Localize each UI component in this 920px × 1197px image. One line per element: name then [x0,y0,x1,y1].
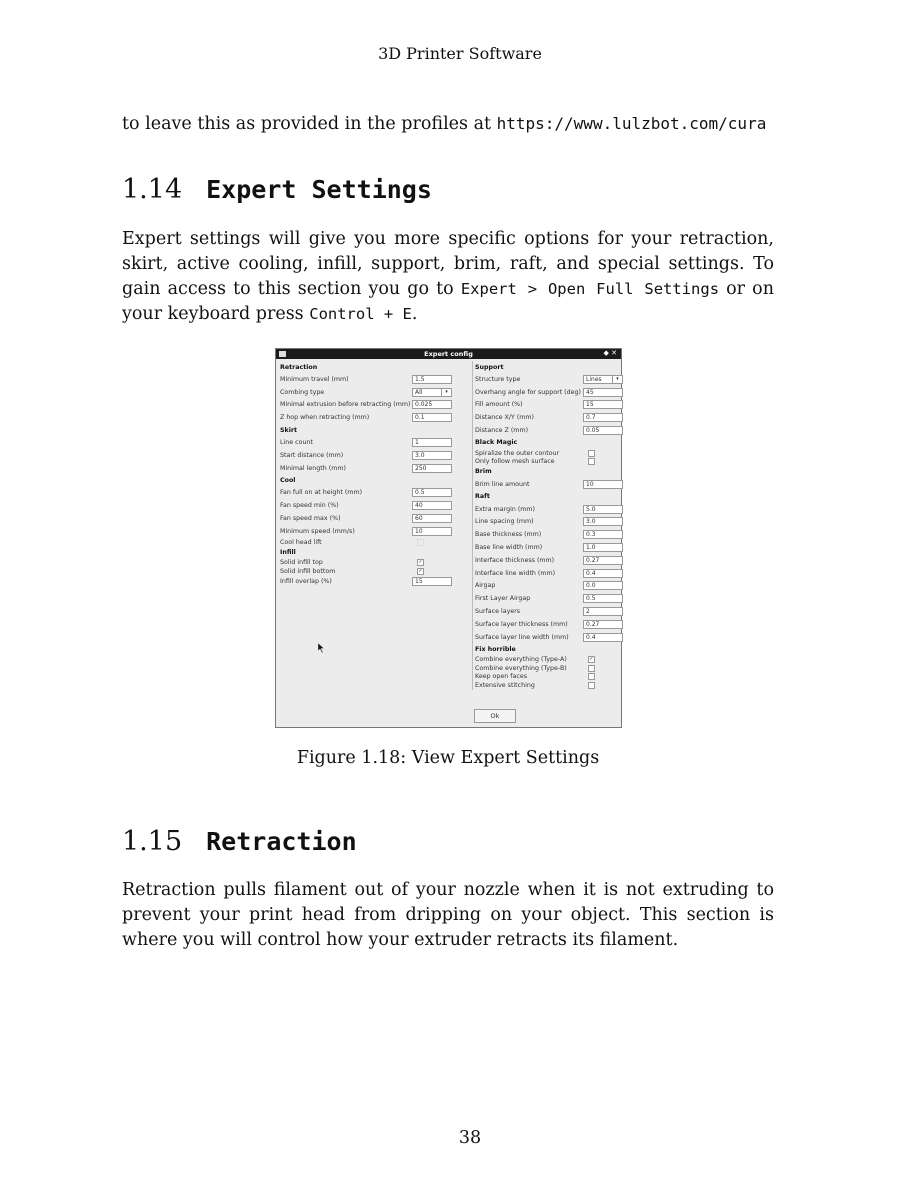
setting-row: Distance X/Y (mm) 0.7 [475,411,623,424]
setting-row: Infill overlap (%) 15 [280,575,452,588]
window-controls[interactable]: ◆ ✕ [603,349,617,357]
setting-row: Airgap 0.0 [475,580,623,593]
raft-line-spacing-field[interactable]: 3.0 [583,517,623,526]
setting-row: Combine everything (Type-B) [475,664,623,673]
retraction-paragraph: Retraction pulls filament out of your nozzle when it is not extruding to prevent your print head from dripping on your object. This section is where you will control how your extruder retracts its filament. [122,880,774,950]
setting-row: Start distance (mm) 3.0 [280,449,452,462]
section-number: 1.14 [122,174,183,205]
cura-url[interactable]: https://www.lulzbot.com/cura [496,114,767,133]
raft-surface-thickness-field[interactable]: 0.27 [583,620,623,629]
ok-button[interactable]: Ok [474,709,516,723]
section-number: 1.15 [122,826,183,857]
combine-type-b-checkbox[interactable] [588,665,595,672]
combine-type-a-checkbox[interactable]: ✓ [589,656,594,663]
raft-surface-layers-field[interactable]: 2 [583,607,623,616]
group-heading-skirt: Skirt [280,426,297,434]
infill-overlap-field[interactable]: 15 [412,577,452,586]
setting-row: Line count 1 [280,436,452,449]
minimum-travel-field[interactable]: 1.5 [412,375,452,384]
group-heading-cool: Cool [280,477,296,485]
setting-row: Structure type Lines ▾ [475,373,623,386]
raft-base-line-width-field[interactable]: 1.0 [583,543,623,552]
line-count-field[interactable]: 1 [412,438,452,447]
setting-row: Interface thickness (mm) 0.27 [475,554,623,567]
group-heading-fix-horrible: Fix horrible [475,646,516,654]
setting-row: Interface line width (mm) 0.4 [475,567,623,580]
keyboard-shortcut: Control + E [309,305,412,323]
setting-row: Base line width (mm) 1.0 [475,541,623,554]
left-column [280,361,452,588]
setting-row: Surface layer thickness (mm) 0.27 [475,618,623,631]
setting-row: Base thickness (mm) 0.3 [475,528,623,541]
setting-row: Brim line amount 10 [475,478,623,491]
section-title: Retraction [206,827,357,856]
section-title: Expert Settings [206,175,432,204]
structure-type-select[interactable]: Lines ▾ [583,375,623,384]
spiralize-checkbox[interactable] [588,450,595,457]
setting-row: Only follow mesh surface [475,457,623,466]
setting-row: Line spacing (mm) 3.0 [475,516,623,529]
only-follow-surface-checkbox[interactable] [588,458,595,465]
setting-row: Minimum travel (mm) 1.5 [280,373,452,386]
brim-line-amount-field[interactable]: 10 [583,480,623,489]
expert-config-window [275,348,622,728]
figure-caption: Figure 1.18: View Expert Settings [296,748,600,768]
setting-row: First Layer Airgap 0.5 [475,592,623,605]
setting-row: Combine everything (Type-A) ✓ [475,656,594,664]
setting-row: Overhang angle for support (deg) 45 [475,386,623,399]
setting-row: Keep open faces [475,673,623,682]
expert-settings-paragraph: Expert settings will give you more specific options for your retraction, skirt, active cooling, infill, support, brim, raft, and special settings. To gain access to this section you go to Expert > Open Full Settings or on your keyboard press Control + E. [122,229,774,324]
intro-line [122,114,782,134]
setting-row: Fill amount (%) 15 [475,399,623,412]
raft-interface-line-width-field[interactable]: 0.4 [583,569,623,578]
intro-text: to leave this as provided in the profiles at [122,114,497,134]
minimal-extrusion-field[interactable]: 0.025 [412,400,452,409]
window-title: Expert config [424,350,473,358]
z-hop-field[interactable]: 0.1 [412,413,452,422]
keep-open-faces-checkbox[interactable] [588,673,595,680]
overhang-angle-field[interactable]: 45 [583,388,623,397]
distance-xy-field[interactable]: 0.7 [583,413,623,422]
raft-first-layer-airgap-field[interactable]: 0.5 [583,594,623,603]
solid-infill-top-checkbox[interactable]: ✓ [418,559,423,566]
setting-row: Spiralize the outer contour [475,449,623,458]
fan-speed-min-field[interactable]: 40 [412,501,452,510]
setting-row: Distance Z (mm) 0.05 [475,424,623,437]
raft-surface-line-width-field[interactable]: 0.4 [583,633,623,642]
group-heading-raft: Raft [475,493,490,501]
setting-row: Fan speed min (%) 40 [280,499,452,512]
fan-full-height-field[interactable]: 0.5 [412,488,452,497]
setting-row: Extensive stitching [475,681,623,690]
extensive-stitching-checkbox[interactable] [588,682,595,689]
setting-row: Cool head lift [280,538,452,547]
distance-z-field[interactable]: 0.05 [583,426,623,435]
running-head: 3D Printer Software [378,44,542,63]
group-heading-support: Support [475,363,504,371]
cool-head-lift-checkbox[interactable] [417,539,424,546]
solid-infill-bottom-checkbox[interactable]: ✓ [418,567,423,574]
section-heading-1-14 [122,174,432,205]
raft-base-thickness-field[interactable]: 0.3 [583,530,623,539]
start-distance-field[interactable]: 3.0 [412,451,452,460]
fan-speed-max-field[interactable]: 60 [412,514,452,523]
setting-row: Minimal length (mm) 250 [280,462,452,475]
fill-amount-field[interactable]: 15 [583,400,623,409]
setting-row: Fan full on at height (mm) 0.5 [280,487,452,500]
minimum-speed-field[interactable]: 10 [412,527,452,536]
group-heading-retraction: Retraction [280,363,318,371]
setting-row: Minimal extrusion before retracting (mm) 0.025 [280,399,452,412]
group-heading-infill: Infill [280,548,296,556]
setting-row: Minimum speed (mm/s) 10 [280,525,452,538]
mouse-cursor-icon [318,643,326,653]
group-heading-black-magic: Black Magic [475,439,518,447]
setting-row: Surface layer line width (mm) 0.4 [475,631,623,644]
section-heading-1-15 [122,826,357,857]
setting-row: Extra margin (mm) 5.0 [475,503,623,516]
page-number: 38 [458,1128,482,1148]
right-column [472,361,623,690]
setting-row: Solid infill top ✓ [280,559,423,567]
setting-row: Combing type All ▾ [280,386,452,399]
group-heading-brim: Brim [475,468,492,476]
raft-airgap-field[interactable]: 0.0 [583,581,623,590]
setting-row: Surface layers 2 [475,605,623,618]
raft-extra-margin-field[interactable]: 5.0 [583,505,623,514]
chevron-down-icon[interactable]: ▾ [441,389,451,396]
combing-type-select[interactable]: All ▾ [412,388,452,397]
setting-row: Z hop when retracting (mm) 0.1 [280,411,452,424]
minimal-length-field[interactable]: 250 [412,464,452,473]
window-titlebar [276,349,621,359]
setting-row: Fan speed max (%) 60 [280,512,452,525]
setting-row: Solid infill bottom ✓ [280,567,423,575]
raft-interface-thickness-field[interactable]: 0.27 [583,556,623,565]
chevron-down-icon[interactable]: ▾ [612,376,622,383]
menu-path: Expert > Open Full Settings [460,280,720,298]
